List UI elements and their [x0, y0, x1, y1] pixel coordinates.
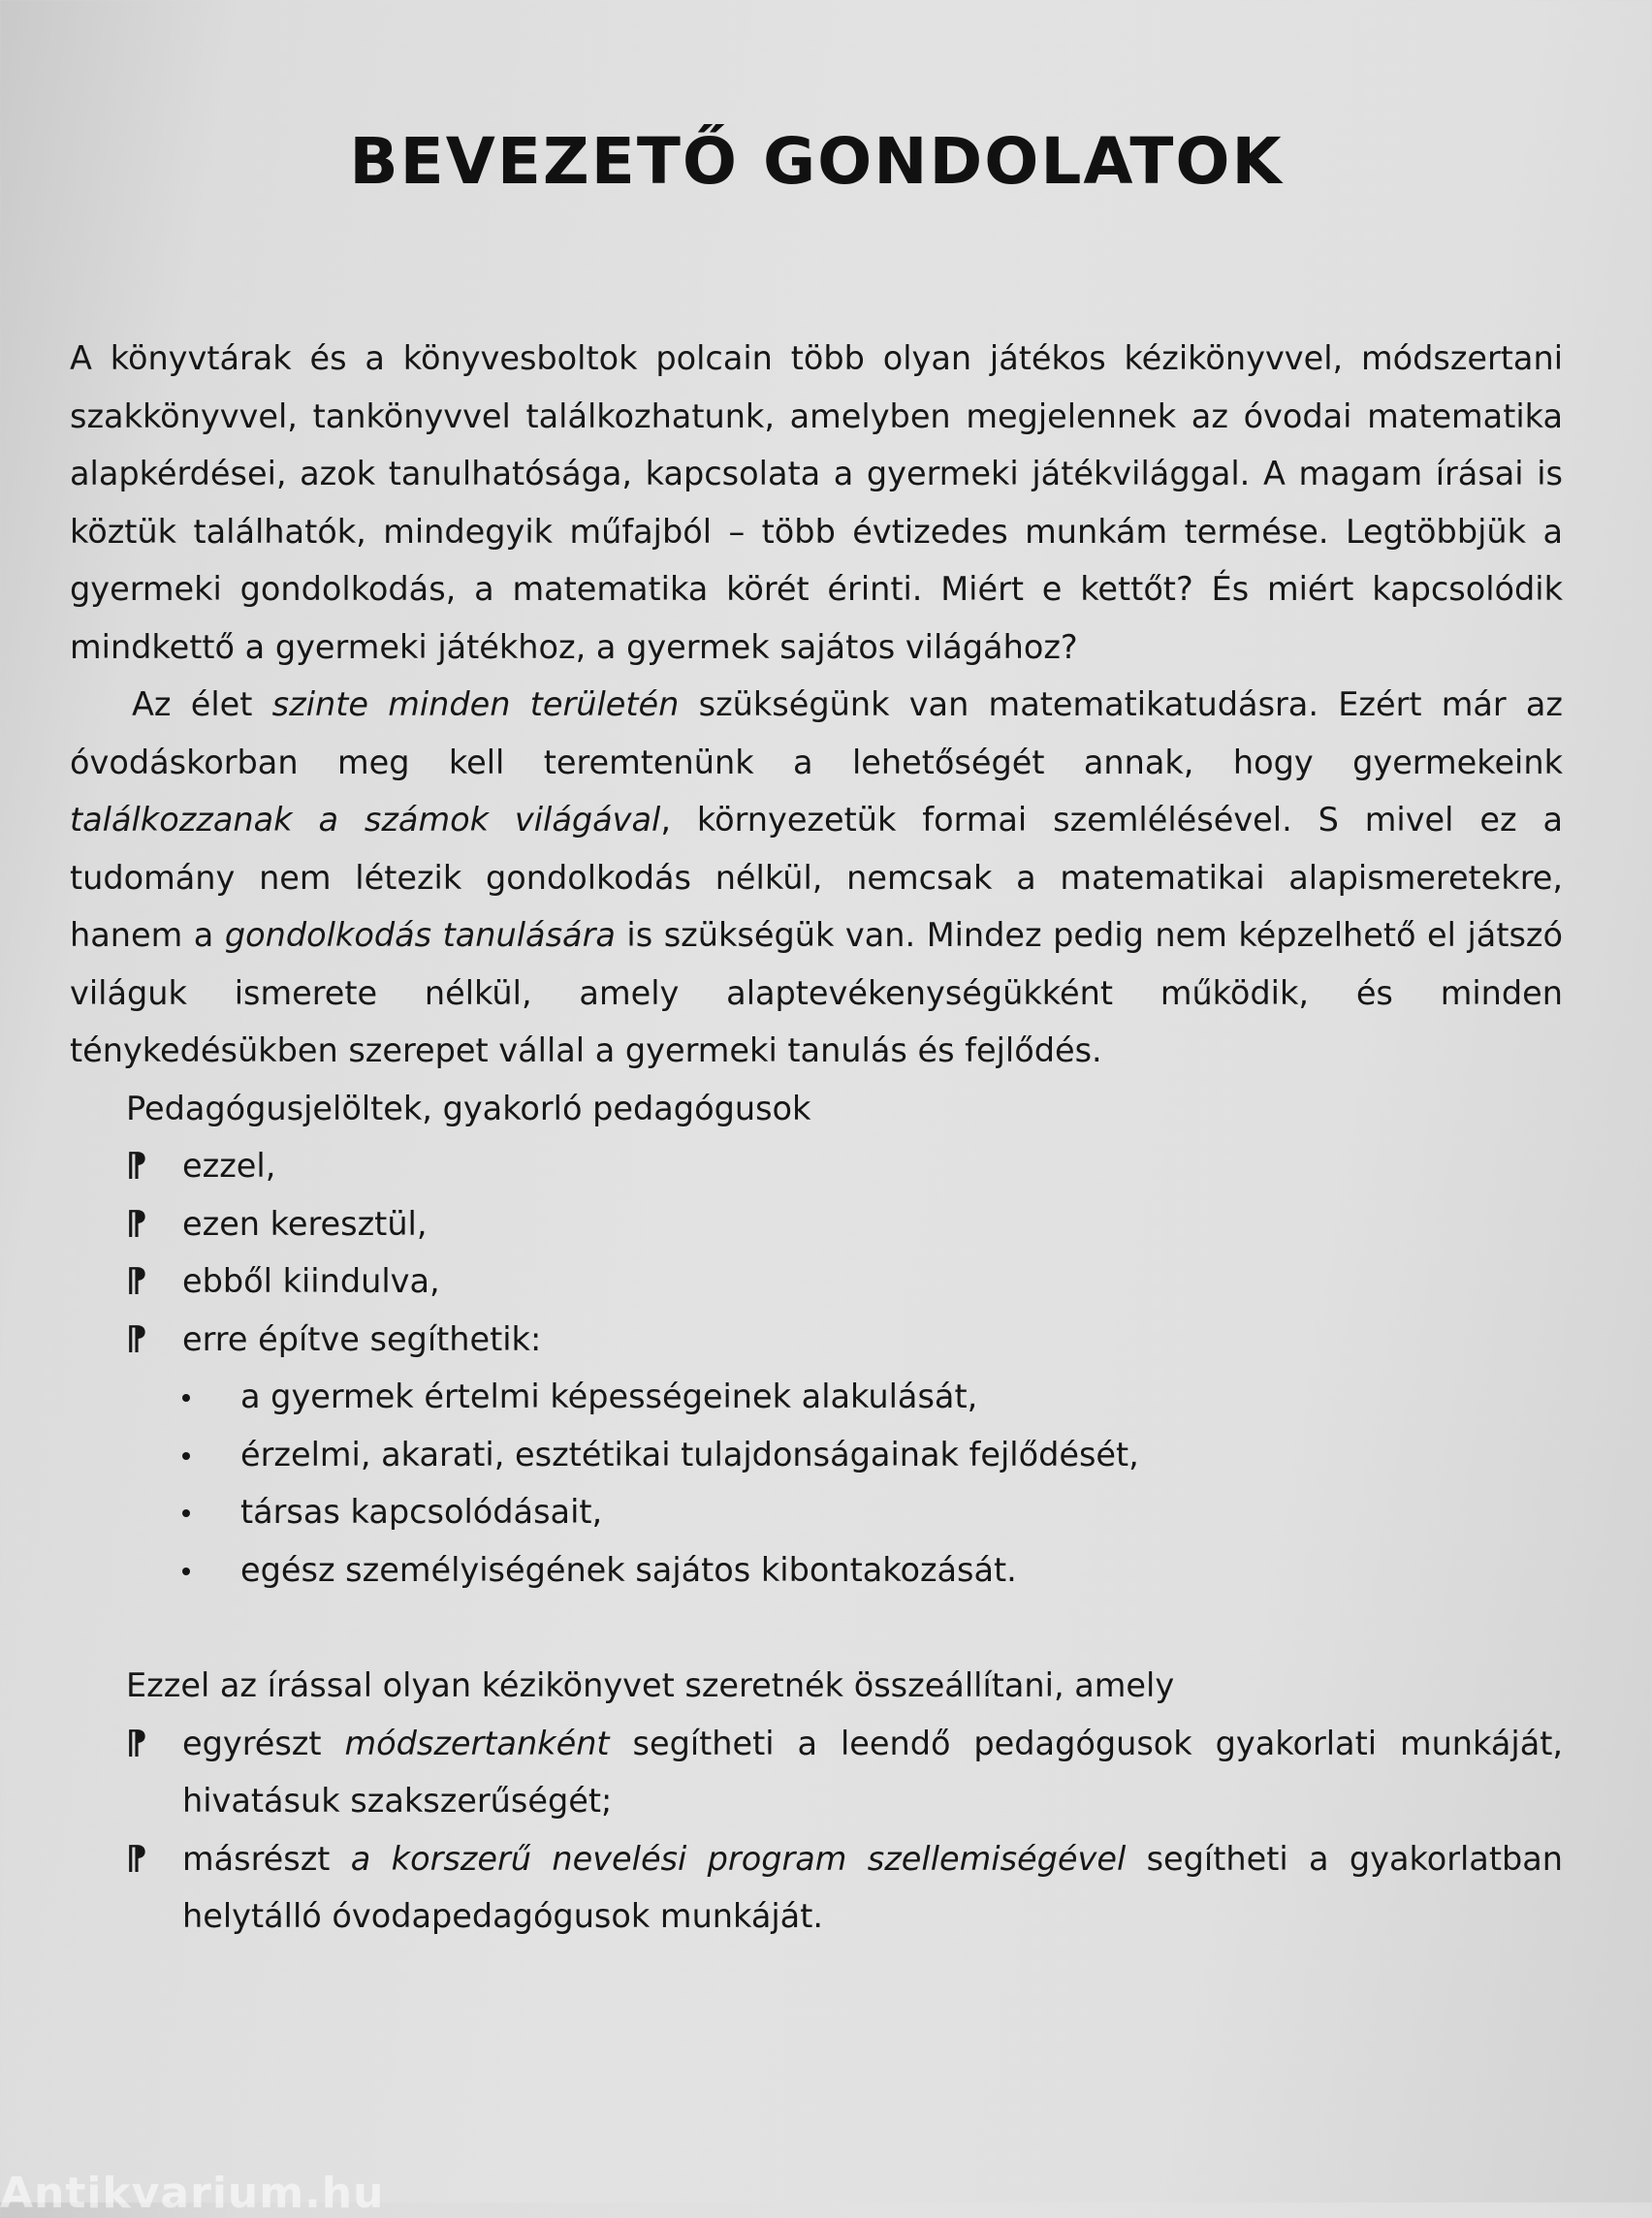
list-item-emphasis: a korszerű nevelési program szellemiségével: [350, 1839, 1127, 1878]
pilcrow-bullet-icon: [126, 1137, 159, 1195]
paragraph-2-emphasis-1: szinte minden területén: [271, 685, 680, 723]
book-page: [70, 0, 1563, 2202]
pilcrow-bullet-icon: [126, 1830, 159, 1888]
dot-bullet-icon: [182, 1509, 190, 1517]
list-item-text: segítheti a gyakorlatban helytálló óvodapedagógusok munkáját.: [182, 1839, 1563, 1935]
paragraph-2-text-2: szükségünk van matematikatudásra. Ezért már az óvodáskorban meg kell teremtenünk a lehetőségét annak, hogy gyermekeink: [70, 685, 1564, 781]
pilcrow-list-1: [70, 1137, 1563, 1368]
sublist-item: [182, 1368, 1563, 1426]
dot-bullet-icon: [182, 1394, 190, 1402]
list-item: [126, 1252, 1563, 1311]
list-item-text: másrészt: [182, 1839, 351, 1878]
sublist-item: [182, 1483, 1563, 1541]
list-item-text: ebből kiindulva,: [182, 1262, 440, 1300]
list-item-text: segítheti a leendő pedagógusok gyakorlati munkáját, hivatásuk szakszerűségét;: [182, 1724, 1564, 1820]
list-item-text: ezzel,: [182, 1147, 276, 1185]
pilcrow-bullet-icon: [126, 1195, 159, 1253]
pilcrow-bullet-icon: [126, 1311, 159, 1369]
pilcrow-bullet-icon: [126, 1252, 159, 1311]
list-item: [126, 1137, 1563, 1195]
body-text: [70, 330, 1563, 1946]
paragraph-2: [70, 676, 1563, 1080]
list-item-text: ezen keresztül,: [182, 1204, 428, 1243]
sublist-item: [182, 1426, 1563, 1484]
list-item: [126, 1311, 1563, 1369]
sublist-item-text: társas kapcsolódásait,: [240, 1493, 603, 1531]
bullet-sublist: [70, 1368, 1563, 1599]
sublist-item-text: a gyermek értelmi képességeinek alakulását,: [240, 1378, 978, 1415]
list-lead-1: Pedagógusjelöltek, gyakorló pedagógusok: [126, 1089, 811, 1127]
paragraph-2-text-1: Az élet: [132, 685, 272, 723]
watermark: Antikvarium.hu: [0, 2169, 385, 2218]
paragraph-2-emphasis-3: gondolkodás tanulására: [224, 916, 616, 954]
list-item: [126, 1195, 1563, 1253]
list-item-text: egyrészt: [182, 1724, 345, 1762]
list-item-emphasis: módszertanként: [344, 1724, 610, 1762]
list-item: [126, 1830, 1563, 1946]
sublist-item: [182, 1541, 1563, 1600]
list-item: [126, 1715, 1563, 1830]
dot-bullet-icon: [182, 1452, 190, 1460]
spacer: [70, 1599, 1563, 1657]
sublist-item-text: érzelmi, akarati, esztétikai tulajdonságainak fejlődését,: [240, 1435, 1139, 1473]
page-title: BEVEZETŐ GONDOLATOK: [349, 124, 1284, 199]
paragraph-2-text-4: is szükségük van. Mindez pedig nem képzelhető el játszó világuk ismerete nélkül, amely alaptevékenységükként működik, és minden ténykedésükben szerepet vállal a gyermeki tanulás és fejlődés.: [70, 916, 1564, 1069]
pilcrow-list-2: [70, 1715, 1563, 1946]
sublist-item-text: egész személyiségének sajátos kibontakozását.: [240, 1550, 1017, 1589]
pilcrow-bullet-icon: [126, 1715, 159, 1773]
dot-bullet-icon: [182, 1568, 190, 1575]
list-item-text: erre építve segíthetik:: [182, 1319, 542, 1358]
paragraph-2-text-3: , környezetük formai szemlélésével. S mivel ez a tudomány nem létezik gondolkodás nélkül, nemcsak a matematikai alapismeretekre, hanem a: [70, 801, 1564, 954]
list-lead-2: Ezzel az írással olyan kézikönyvet szeretnék összeállítani, amely: [126, 1666, 1175, 1704]
paragraph-2-emphasis-2: találkozzanak a számok világával: [70, 801, 661, 839]
paragraph-1: A könyvtárak és a könyvesboltok polcain több olyan játékos kézikönyvvel, módszertani szakkönyvvel, tankönyvvel találkozhatunk, amelyben megjelennek az óvodai matematika alapkérdései, azok tanulhatósága, kapcsolata a gyermeki játékvilággal. A magam írásai is köztük találhatók, mindegyik műfajból – több évtizedes munkám termése. Legtöbbjük a gyermeki gondolkodás, a matematika körét érinti. Miért e kettőt? És miért kapcsolódik mindkettő a gyermeki játékhoz, a gyermek sajátos világához?: [70, 339, 1563, 666]
